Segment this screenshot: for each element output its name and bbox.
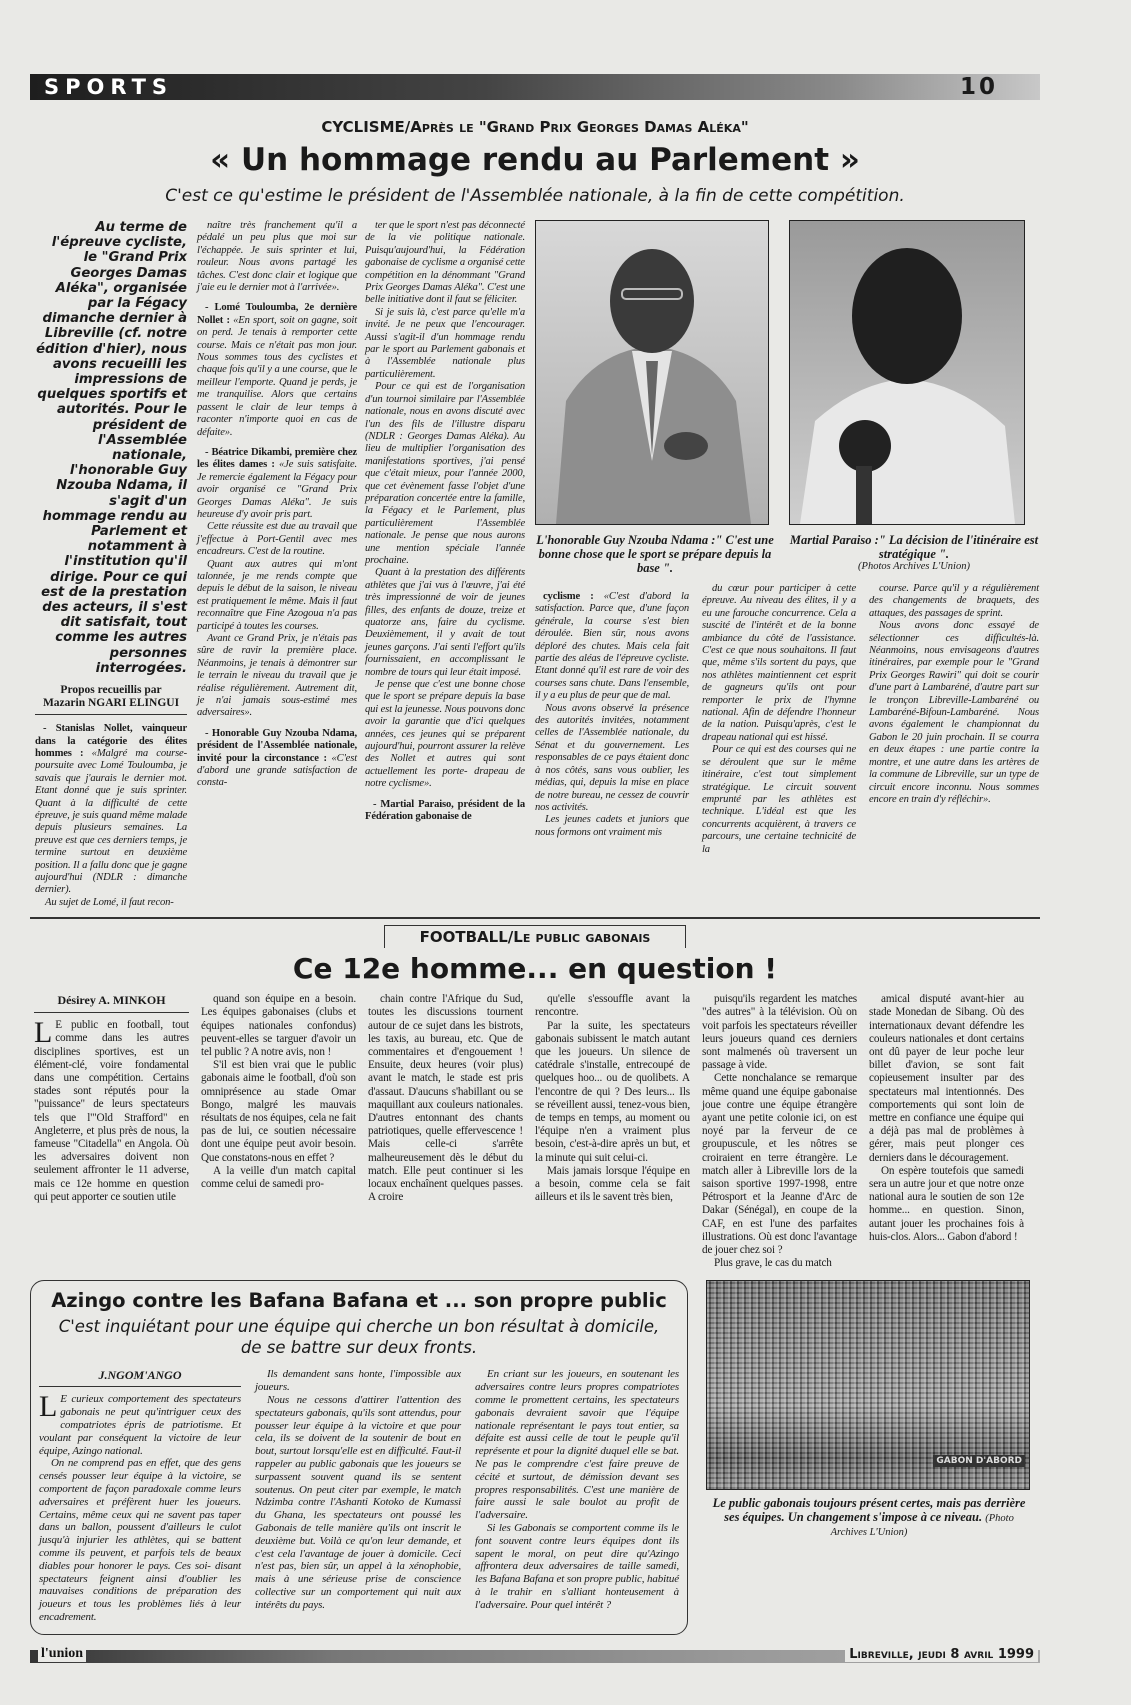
- paragraph-text: A la veille d'un match capital comme celui de samedi pro-: [201, 1164, 356, 1191]
- article-paragraph: [535, 993, 690, 1019]
- photo-block-ndama: [535, 220, 775, 575]
- drop-cap: L: [39, 1390, 58, 1424]
- kicker-subtopic: Après le "Grand Prix Georges Damas Aléka": [410, 118, 749, 136]
- paragraph-text: Cette nonchalance se remarque même quand une équipe gabonaise joue contre une équipe étrangère ayant une petite colonie ici, on est noyé par la ferveur de ce groupuscule, et les nôtres se croiraient en terre étrangère. Le match aller à Libreville lors de la saison sportive 1997-1998, entre Pétrosport et la Jeanne d'Arc de Dakar (Sénégal), en coupe de la CAF, en est l'une des parfaites illustrations. Où est donc l'avantage de jouer chez soi ?: [702, 1072, 857, 1257]
- paragraph-text: puisqu'ils regardent les matches "des autres" à la télévision. Où on voit parfois les spectateurs réveiller leurs joueurs quand ces derniers sont malmenés où traversent un passage à vide.: [702, 993, 857, 1072]
- paragraph-text: «C'est d'abord une grande satisfaction de consta-: [197, 752, 357, 789]
- football-first-column: [34, 993, 189, 1204]
- article-paragraph: [869, 1165, 1024, 1244]
- byline-label: Propos recueillis par: [60, 684, 162, 697]
- article-paragraph: [255, 1368, 461, 1394]
- speaker-lead: - Béatrice Dikambi, première chez les élites dames :: [197, 446, 357, 471]
- cycling-column-4: [535, 583, 689, 839]
- article-paragraph: [475, 1522, 679, 1612]
- football-body: [30, 993, 1040, 1270]
- article-paragraph: [201, 993, 356, 1059]
- cycling-column-5: [702, 583, 856, 856]
- paragraph-text: Nous avons observé la présence des autorités invitées, notamment celles de l'Assemblée nationale, du Sénat et du gouvernement. Les responsables de ce pays étaient donc à nos côtés, sans vous oublier, les médias, qui, depuis la mise en place de notre bureau, ne cessez de couvrir nos activités.: [535, 702, 689, 813]
- speaker-lead: - Martial Paraiso, président de la Fédération gabonaise de: [365, 798, 525, 823]
- speaker-lead: - Stanislas Nollet, vainqueur dans la catégorie des élites hommes :: [35, 723, 187, 759]
- paragraph-text: chain contre l'Afrique du Sud, toutes les discussions tournent autour de ce sujet dans les bistrots, les taxis, au bureau, etc. Que de commentaires et d'engouement ! Ensuite, deux heures (voir plus) avant le match, le stade est pris d'assaut. D'aucuns s'habillant ou se maquillant aux couleurs nationales. D'autres entonnant des chants patriotiques, quelle effervescence ! Mais celle-ci s'arrête malheureusement dès le début du match. Elle peut continuer si les locaux enchaînent quelques passes. A croire: [368, 993, 523, 1204]
- article-paragraph: [869, 620, 1039, 806]
- paragraph-text: E public en football, tout comme dans les autres disciplines sportives, est un élément-clé, voire fondamental dans une compétition. Certains stades sont réputés pour la "puissance" de leurs spectateurs tels que l'"Old Strafford" en Angleterre, et plus près de nous, la fameuse "Citadella" en Angola. Où les adversaires doivent non seulement affronter le 11 adverse, mais ce 12e homme en question qui peut apporter ce soutien utile: [34, 1019, 189, 1203]
- article-paragraph: [702, 744, 856, 856]
- paragraph-text: du cœur pour participer à cette épreuve. Au niveau des élites, il y a eu une farouche concurrence. Cela a suscité de l'intérêt et de la bonne ambiance du côté de l'assistance. C'est ce que nous souhaitons. Il faut que, même s'ils sortent du pays, que nos athlètes maintiennent cet esprit de gagneurs qu'ils ont pour remporter le prix de l'hymne national. Afin de défendre l'honneur de la nation. Puisqu'après, c'est le drapeau national qui est hissé.: [702, 583, 856, 743]
- azingo-row: [30, 1280, 1040, 1634]
- section-divider: [30, 917, 1040, 919]
- article-paragraph: [365, 567, 525, 679]
- article-paragraph: [702, 993, 857, 1072]
- cycling-column-1: [35, 723, 187, 909]
- kicker-topic: FOOTBALL/: [419, 928, 514, 947]
- paragraph-text: E curieux comportement des spectateurs gabonais ne peut qu'intriguer ceux des compatriotes épris de patriotisme. Et voulant par conséquent la victoire de leur équipe, Azingo national.: [39, 1393, 241, 1457]
- section-name: SPORTS: [44, 75, 174, 99]
- paragraph-text: quand son équipe en a besoin. Les équipes gabonaises (clubs et équipes nationales confondus) peuvent-elles se targuer d'avoir un tel public ? A notre avis, non !: [201, 993, 356, 1058]
- paragraph-text: «En sport, soit on gagne, soit on perd. Je tenais à remporter cette course. Mais ce n'était pas mon jour. Nous sommes tous des cyclistes et chaque fois qu'il y a une course, que le meilleur l'emporte. Quand je perds, je me tranquilise. Alors que certains passent le clair de leur temps à raconter n'importe quoi en cas de défaite».: [197, 314, 357, 438]
- stadium-photo-block: [706, 1280, 1032, 1538]
- article-paragraph: [197, 521, 357, 558]
- paragraph-text: Pour ce qui est de l'organisation d'un tournoi similaire par l'Assemblée nationale, nous en avons discuté avec l'un des fils de l'illustre disparu (NDLR : Georges Damas Aléka). Au lieu de multiplier l'organisation des manifestations sportives, j'ai pensé que c'était mieux, pour l'année 2000, que cet évènement fasse l'objet d'une préparation concertée entre la famille, la Fégacy et le Parlement, plus particulièrement l'Assemblée nationale. Je pense que nous aurons une mention spéciale l'année prochaine.: [365, 381, 525, 566]
- article-paragraph: [702, 1257, 857, 1270]
- article-paragraph: [869, 583, 1039, 620]
- page-number: 10: [960, 74, 999, 100]
- article-paragraph: [201, 1165, 356, 1191]
- stadium-photo-caption: [706, 1496, 1032, 1538]
- paragraph-text: Mais jamais lorsque l'équipe en a besoin, comme cela se fait ailleurs et ils le savent très bien,: [535, 1164, 690, 1204]
- article-paragraph: [34, 1016, 189, 1204]
- football-headline: Ce 12e homme... en question !: [292, 952, 778, 986]
- caption-text: Le public gabonais toujours présent certes, mais pas derrière ses équipes. Un changement s'impose à ce niveau.: [712, 1496, 1026, 1525]
- article-paragraph: [255, 1394, 461, 1612]
- article-paragraph: [535, 814, 689, 839]
- paragraph-text: Quant à la prestation des différents athlètes que j'ai vus à l'œuvre, j'ai été très impressionné de voir de jeunes filles, des enfants de douze, treize et quatorze ans, faire du cyclisme. Deuxièmement, il y avait de tout jeunes garçons. J'ai senti l'effort qu'ils fournissaient, en accomplissant le nombre de tours qui leur était imposé.: [365, 567, 525, 678]
- paragraph-text: Les jeunes cadets et juniors que nous formons ont vraiment mis: [535, 814, 689, 838]
- paragraph-text: «Malgré ma course-poursuite avec Lomé Touloumba, je savais que j'aurais le dernier mot. Etant donné que je suis sprinter. Quant à la difficulté de cette épreuve, je suis quand même malade depuis plusieurs semaines. La preuve est que ces derniers temps, je termine surtout en deuxième position. Il a fallu donc que je gagne aujourd'hui (NDLR : dimanche dernier).: [35, 747, 187, 896]
- azingo-column-1: [39, 1390, 241, 1623]
- azingo-columns: [39, 1368, 679, 1623]
- article-paragraph: [35, 897, 187, 909]
- crowd-banner: GABON D'ABORD: [933, 1455, 1025, 1467]
- paragraph-text: Par la suite, les spectateurs gabonais subissent le match autant que les joueurs. Un silence de catédrale s'installe, entrecoupé de quelques hoo... ou de quolibets. A l'encontre de qui ? Des leurs... Ils se réveillent aussi, tenez-vous bien, de temps en temps, au moment ou l'équipe n'en a vraiment plus besoin, c'est-à-dire après un but, et la minute qui suit celui-ci.: [535, 1019, 690, 1164]
- article-paragraph: [197, 728, 357, 790]
- article-paragraph: [35, 723, 187, 897]
- azingo-column-3: [475, 1368, 679, 1611]
- deck-line: C'est inquiétant pour une équipe qui cherche un bon résultat à domicile,: [58, 1317, 660, 1337]
- article-paragraph: [197, 302, 357, 438]
- article-paragraph: [365, 799, 525, 824]
- photo-credit: (Photo Archives L'Union): [830, 1513, 1014, 1539]
- paragraph-text: Ils demandent sans honte, l'impossible aux joueurs.: [255, 1368, 461, 1394]
- photo-stadium-crowd: [706, 1280, 1030, 1490]
- article-paragraph: [869, 993, 1024, 1165]
- football-column-5: [702, 993, 857, 1270]
- paragraph-text: S'il est bien vrai que le public gabonais aime le football, d'où son omniprésence au stade Omar Bongo, malgré les mauvais résultats de nos équipes, cela ne fait pas de lui, ce soutien nécessaire dont une équipe peut avoir besoin. Que constatons-nous en effet ?: [201, 1059, 356, 1164]
- paragraph-text: Nous avons donc essayé de sélectionner ces difficultés-là. Néanmoins, nous envisageons d'autres itinéraires, par exemple pour le "Grand Prix Georges Rawiri" qui doit se courir d'une part à Lambaréné, d'autre part sur le tronçon Libreville-Lambaréné ou Lambaréné-Bifoun-Lambaréné. Nous avons également le championnat du Gabon le 20 juin prochain. Il se courra en deux étapes : une partie contre la montre, et une autre dans les artères de la commune de Libreville, sur un type de circuit encore inconnu. Nous sommes encore en train d'y réfléchir».: [869, 620, 1039, 805]
- football-column-4: [535, 993, 690, 1204]
- football-byline: Désirey A. MINKOH: [34, 993, 189, 1013]
- kicker-subtopic: Le public gabonais: [513, 928, 651, 947]
- article-paragraph: [535, 591, 689, 703]
- article-paragraph: [365, 307, 525, 381]
- football-column-1: [34, 1016, 189, 1204]
- article-paragraph: [535, 1165, 690, 1205]
- photo-caption-paraiso: Martial Paraiso :" La décision de l'itinéraire est stratégique ".: [789, 533, 1039, 561]
- newspaper-logo: l'union: [38, 1646, 86, 1662]
- paragraph-text: ter que le sport n'est pas déconnecté de la vie politique nationale. Puisqu'aujourd'hui, la Fédération gabonaise de cyclisme a organisé cette compétition en la dénommant "Grand Prix Georges Damas Aléka". C'est une belle initiative dont il faut se féliciter.: [365, 220, 525, 306]
- photos-row: [535, 220, 1040, 575]
- cycling-deck: C'est ce qu'estime le président de l'Assemblée nationale, à la fin de cette compétition.: [165, 186, 905, 206]
- dateline: Libreville, jeudi 8 avril 1999: [845, 1647, 1038, 1662]
- football-column-2: [201, 993, 356, 1191]
- azingo-column-2: [255, 1368, 461, 1611]
- paragraph-text: Au sujet de Lomé, il faut recon-: [45, 896, 174, 908]
- article-paragraph: [702, 1072, 857, 1257]
- photo-caption-ndama: L'honorable Guy Nzouba Ndama :" C'est une bonne chose que le sport se prépare depuis la base ".: [536, 533, 774, 575]
- photo-guy-nzouba-ndama: [535, 220, 769, 525]
- photo-block-paraiso: [789, 220, 1039, 572]
- speaker-lead: - Honorable Guy Nzouba Ndama, président de l'Assemblée nationale, invité pour la circonstance :: [197, 727, 357, 764]
- cycling-right-area: [535, 220, 1040, 856]
- cycling-intro: Au terme de l'épreuve cycliste, le "Grand Prix Georges Damas Aléka", organisée par la Fégacy dimanche dernier à Libreville (cf. notre édition d'hier), nous avons recueilli les impressions de quelques sportifs et autorités. Pour le président de l'Assemblée nationale, l'honorable Guy Nzouba Ndama, il s'agit d'un hommage rendu au Parlement et notamment à l'institution qu'il dirige. Pour ce qui est de la prestation des acteurs, il s'est dit satisfait, tout comme les autres personnes interrogées.: [36, 220, 187, 676]
- article-paragraph: [365, 679, 525, 791]
- byline-author: Mazarin NGARI ELINGUI: [42, 697, 180, 710]
- article-paragraph: [535, 1020, 690, 1165]
- article-paragraph: [201, 1059, 356, 1165]
- paragraph-text: Si les Gabonais se comportent comme ils le font souvent contre leurs équipes dont ils sapent le moral, on peut dire qu'Azingo affrontera deux adversaires de taille samedi, les Bafana Bafana et son propre public, habitué à le trahir en s'alliant honteusement à l'adversaire. Pour quel intérêt ?: [475, 1522, 679, 1611]
- paragraph-text: Plus grave, le cas du match: [714, 1257, 832, 1270]
- article-paragraph: [197, 220, 357, 294]
- cycling-column-2: [197, 220, 357, 790]
- portrait-man-microphone-illustration: [790, 221, 1024, 524]
- kicker-topic: CYCLISME/: [321, 118, 411, 136]
- azingo-headline: Azingo contre les Bafana Bafana et ... son propre public: [51, 1289, 667, 1313]
- photo-martial-paraiso: [789, 220, 1025, 525]
- paragraph-text: Cette réussite est due au travail que j'effectue à Port-Gentil avec mes encadreurs. C'est de la routine.: [197, 521, 357, 558]
- section-header-bar: [30, 74, 1040, 100]
- paragraph-text: Je pense que c'est une bonne chose que le sport se prépare depuis la base qui est la jeunesse. Nous pouvons donc avoir la garantie que d'ici quelques années, ces jeunes qui se préparent aujourd'hui, pourront assurer la relève des Nollet et autres qui sont actuellement les porte- drapeau de notre cyclisme».: [365, 679, 525, 790]
- cycling-left-column: [35, 220, 187, 909]
- newspaper-page: [30, 0, 1040, 1705]
- deck-line: de se battre sur deux fronts.: [240, 1338, 478, 1358]
- paragraph-text: «Je suis satisfaite. Je remercie également la Fégacy pour avoir organisé ce "Grand Prix Georges Damas Aléka". Je suis heureuse d'y avoir pris part.: [197, 459, 357, 520]
- paragraph-text: qu'elle s'essouffle avant la rencontre.: [535, 993, 690, 1019]
- paragraph-text: Nous ne cessons d'attirer l'attention des spectateurs gabonais, qu'ils sont attendus, pour pousser leur équipe à la victoire et que pour cela, ils se doivent de la soutenir de bout en bout, surtout lorsqu'elle est en difficulté. Faut-il rappeler au public gabonais que les joueurs se surpassent souvent quand ils se sentent soutenus. On peut citer par exemple, le match Ndzimba contre l'Ashanti Kotoko de Kumassi du Ghana, les spectateurs ont poussé les Gabonais de telle manière qu'ils ont inscrit le deuxième but. Voilà ce qu'on leur demande, et c'est cela l'avantage de jouer à domicile. Ceci n'est pas, bien sûr, un appel à la xénophobie, mais à une sérieuse prise de conscience collective sur un comportement qui nuit aux intérêts du pays.: [255, 1394, 461, 1611]
- paragraph-text: naître très franchement qu'il a pédalé un peu plus que moi sur l'échappée. Je suis sprinter et lui, rouleur. Nous avons partagé les tâches. C'est donc clair et logique que j'aie eu le dernier mot à l'arrivée».: [197, 220, 357, 294]
- azingo-deck: [39, 1316, 679, 1358]
- paragraph-text: Pour ce qui est des courses qui ne se déroulent que sur le même itinéraire, c'est tout simplement stratégique. Le circuit souvent emprunté par les athlètes est technique. L'idéal est que les concurrents acquièrent, à travers ce parcours, une certaine technicité de la: [702, 744, 856, 855]
- article-paragraph: [39, 1457, 241, 1623]
- football-kicker: [384, 925, 686, 948]
- article-paragraph: [365, 220, 525, 307]
- cycling-lower-columns: [535, 583, 1040, 856]
- portrait-man-suit-illustration: [536, 221, 768, 524]
- article-paragraph: [197, 447, 357, 521]
- cycling-column-6: [869, 583, 1039, 806]
- paragraph-text: Si je suis là, c'est parce qu'elle m'a invité. Je ne peux que l'encourager. Aussi s'agit-il d'un hommage rendu par le sport au Parlement gabonais et à l'Assemblée nationale plus particulièrement.: [365, 306, 525, 380]
- paragraph-text: Quant aux autres qui m'ont talonnée, je me rends compte que depuis le début de la saison, le niveau est pratiquement le même. Mais il faut reconnaître que Fine Azogoua n'a pas participé à toutes les courses.: [197, 558, 357, 632]
- paragraph-text: En criant sur les joueurs, en soutenant les adversaires contre leurs propres compatriotes comme le promettent certains, les spectateurs gabonais devraient savoir que l'équipe nationale représentant le pays tout entier, sa défaite est aussi celle de tout le peuple qu'il représente et pour la dignité duquel elle se bat. Ne pas le comprendre c'est faire preuve de cécité et surtout, de démission devant ses propres responsabilités. C'est une manière de faire aussi le sale boulot au profit de l'adversaire.: [475, 1368, 679, 1522]
- article-paragraph: [365, 381, 525, 567]
- azingo-byline: J.NGOM'ANGO: [39, 1368, 241, 1387]
- article-paragraph: [197, 559, 357, 633]
- drop-cap: L: [34, 1016, 53, 1050]
- article-paragraph: [702, 583, 856, 744]
- speaker-lead: - Lomé Touloumba, 2e dernière Nollet :: [197, 302, 357, 326]
- azingo-first-column: [39, 1368, 241, 1623]
- paragraph-text: «C'est d'abord la satisfaction. Parce que, d'une façon générale, la course s'est bien déroulée. Bien sûr, nous avons déploré des chutes. Mais cela fait partie des aléas de l'épreuve cycliste. Etant donné qu'il est rare de voir des courses sans chute. Dans l'ensemble, il y a eu plus de peur que de mal.: [535, 591, 689, 702]
- article-paragraph: [368, 993, 523, 1204]
- article-paragraph: [475, 1368, 679, 1522]
- article-paragraph: [535, 703, 689, 815]
- photo-credit: (Photos Archives L'Union): [858, 561, 970, 572]
- paragraph-text: course. Parce qu'il y a régulièrement des changements de braquets, des attaques, des passages de sprint.: [869, 583, 1039, 619]
- article-paragraph: [39, 1390, 241, 1457]
- football-column-3: [368, 993, 523, 1204]
- speaker-lead: cyclisme :: [543, 591, 594, 602]
- page-footer: [30, 1647, 1040, 1665]
- cycling-kicker: [30, 118, 1040, 136]
- paragraph-text: On espère toutefois que samedi sera un autre jour et que notre onze national aura le soutien de son 12e homme... en question. Sinon, autant jouer les prochaines fois à huis-clos. Alors... Gabon d'abord !: [869, 1164, 1024, 1243]
- cycling-byline: [35, 684, 187, 715]
- cycling-body: [30, 220, 1040, 909]
- azingo-article-box: [30, 1280, 688, 1634]
- paragraph-text: Avant ce Grand Prix, je n'étais pas sûre de ravir la première place. Néanmoins, je tenais à démontrer sur le terrain le niveau du travail que je réalise régulièrement. Autrement dit, je n'ai jamais sous-estimé mes adversaires».: [197, 633, 357, 719]
- article-paragraph: [197, 633, 357, 720]
- cycling-headline: « Un hommage rendu au Parlement »: [210, 142, 860, 178]
- paragraph-text: On ne comprend pas en effet, que des gens censés pousser leur équipe à la victoire, se comportent de façon paradoxale comme leurs adversaires et préfèrent huer les joueurs. Certains, même ceux qui ne savent pas taper dans un ballon, poussent d'ailleurs le culot jusqu'à injurier les athlètes, qui se battent comme ils peuvent, et parfois tels de beaux diables pour honorer le pays. Ces soi- disant spectateurs feignent ainsi d'oublier les mauvaises conditions de préparation des joueurs et tous les problèmes liés à leur encadrement.: [39, 1457, 241, 1623]
- football-column-6: [869, 993, 1024, 1244]
- cycling-column-3: [365, 220, 525, 824]
- paragraph-text: amical disputé avant-hier au stade Monedan de Sibang. Où des internationaux devant défendre les couleurs nationales et dont certains ont dû payer de leur poche leur billet d'avion, se sont fait copieusement insulter par des spectateurs mal intentionnés. Des comportements qui sont loin de mettre en confiance une équipe qui a déjà pas mal de problèmes à gérer, mais peut plonger ces derniers dans le découragement.: [869, 993, 1024, 1164]
